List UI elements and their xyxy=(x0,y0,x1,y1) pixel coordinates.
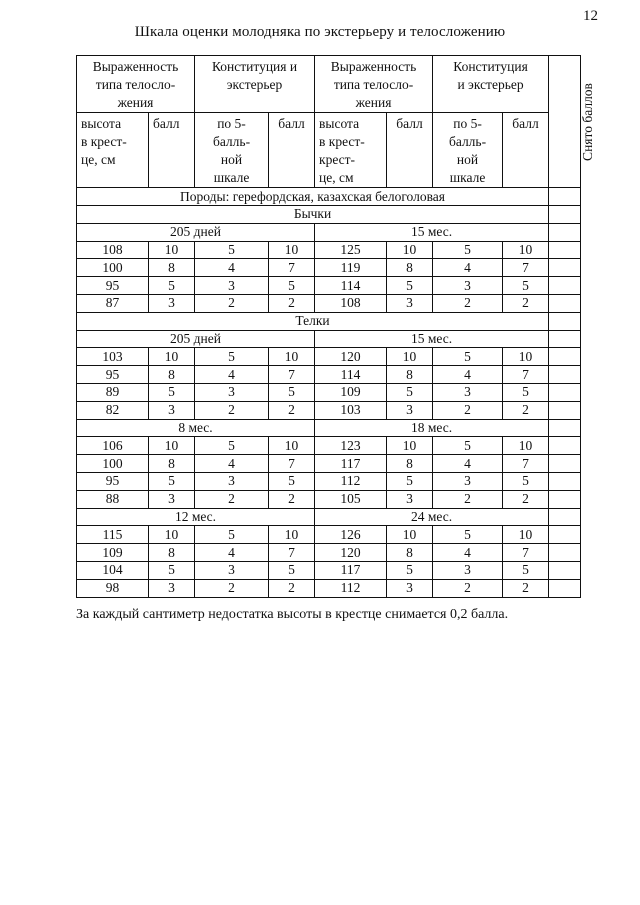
cell-score2-right: 7 xyxy=(503,259,549,277)
cell-scale5-left: 4 xyxy=(195,455,269,473)
cell-removed-points xyxy=(549,241,581,259)
table-row xyxy=(77,277,581,295)
breed-removed-cell xyxy=(549,188,581,206)
cell-score-left: 8 xyxy=(149,259,195,277)
cell-scale5-left: 2 xyxy=(195,490,269,508)
cell-score-left: 5 xyxy=(149,277,195,295)
cell-score2-right: 10 xyxy=(503,348,549,366)
cell-height-left: 87 xyxy=(77,294,149,312)
cell-score-right: 5 xyxy=(387,383,433,401)
cell-removed-points xyxy=(549,277,581,295)
cell-height-left: 95 xyxy=(77,366,149,384)
cell-score-left: 3 xyxy=(149,294,195,312)
cell-height-right: 112 xyxy=(315,472,387,490)
age-left-label: 12 мес. xyxy=(77,508,315,526)
age-left-label: 205 дней xyxy=(77,330,315,348)
cell-scale5-left: 3 xyxy=(195,383,269,401)
cell-score-left: 8 xyxy=(149,455,195,473)
cell-score2-right: 5 xyxy=(503,561,549,579)
cell-score-right: 3 xyxy=(387,401,433,419)
breed-label: Породы: герефордская, казахская белоголовая xyxy=(77,188,549,206)
table-row xyxy=(77,437,581,455)
table-row xyxy=(77,383,581,401)
cell-scale5-left: 4 xyxy=(195,544,269,562)
cell-scale5-right: 2 xyxy=(433,401,503,419)
cell-score-right: 8 xyxy=(387,366,433,384)
cell-height-left: 106 xyxy=(77,437,149,455)
header-row-groups xyxy=(77,56,581,113)
cell-height-left: 98 xyxy=(77,579,149,597)
sex-row xyxy=(77,206,581,224)
cell-scale5-right: 4 xyxy=(433,366,503,384)
sex-label: Телки xyxy=(77,312,549,330)
cell-removed-points xyxy=(549,544,581,562)
cell-height-left: 100 xyxy=(77,455,149,473)
cell-score2-left: 2 xyxy=(269,490,315,508)
cell-scale5-left: 3 xyxy=(195,277,269,295)
cell-score2-right: 2 xyxy=(503,490,549,508)
cell-height-right: 117 xyxy=(315,561,387,579)
cell-score2-left: 7 xyxy=(269,455,315,473)
cell-removed-points xyxy=(549,526,581,544)
cell-removed-points xyxy=(549,472,581,490)
age-row xyxy=(77,330,581,348)
age-left-label: 8 мес. xyxy=(77,419,315,437)
cell-removed-points xyxy=(549,561,581,579)
cell-score2-left: 2 xyxy=(269,401,315,419)
cell-scale5-right: 4 xyxy=(433,455,503,473)
cell-height-right: 123 xyxy=(315,437,387,455)
cell-scale5-left: 2 xyxy=(195,579,269,597)
cell-height-left: 115 xyxy=(77,526,149,544)
table-row xyxy=(77,241,581,259)
cell-score2-left: 2 xyxy=(269,579,315,597)
sex-removed-cell xyxy=(549,312,581,330)
cell-removed-points xyxy=(549,259,581,277)
cell-scale5-right: 3 xyxy=(433,561,503,579)
table-row xyxy=(77,366,581,384)
cell-height-right: 108 xyxy=(315,294,387,312)
cell-height-right: 114 xyxy=(315,277,387,295)
age-removed-cell xyxy=(549,419,581,437)
cell-scale5-left: 5 xyxy=(195,526,269,544)
cell-score2-right: 2 xyxy=(503,579,549,597)
cell-score2-right: 10 xyxy=(503,241,549,259)
cell-scale5-right: 5 xyxy=(433,526,503,544)
cell-height-left: 108 xyxy=(77,241,149,259)
cell-scale5-right: 4 xyxy=(433,259,503,277)
cell-score2-left: 5 xyxy=(269,277,315,295)
cell-scale5-right: 2 xyxy=(433,294,503,312)
cell-score-left: 10 xyxy=(149,437,195,455)
age-right-label: 15 мес. xyxy=(315,223,549,241)
cell-score2-left: 2 xyxy=(269,294,315,312)
cell-scale5-left: 4 xyxy=(195,259,269,277)
header-score-left: балл xyxy=(149,113,195,188)
cell-height-left: 95 xyxy=(77,472,149,490)
table-row xyxy=(77,401,581,419)
header-score2-right: балл xyxy=(503,113,549,188)
cell-scale5-right: 2 xyxy=(433,579,503,597)
cell-height-right: 120 xyxy=(315,348,387,366)
cell-scale5-left: 5 xyxy=(195,241,269,259)
cell-score2-left: 10 xyxy=(269,348,315,366)
header-type-right: Выраженность типа телосло- жения xyxy=(315,56,433,113)
cell-score-left: 10 xyxy=(149,348,195,366)
cell-score-right: 3 xyxy=(387,294,433,312)
table-row xyxy=(77,490,581,508)
cell-scale5-right: 5 xyxy=(433,241,503,259)
cell-score-right: 3 xyxy=(387,490,433,508)
breed-row xyxy=(77,188,581,206)
cell-height-right: 114 xyxy=(315,366,387,384)
cell-score-left: 3 xyxy=(149,490,195,508)
cell-score2-left: 5 xyxy=(269,561,315,579)
cell-score-left: 3 xyxy=(149,401,195,419)
cell-score2-right: 5 xyxy=(503,383,549,401)
cell-scale5-left: 2 xyxy=(195,401,269,419)
header-constitution-left: Конституция и экстерьер xyxy=(195,56,315,113)
cell-score2-right: 5 xyxy=(503,277,549,295)
header-removed-points: Снято баллов xyxy=(549,56,581,188)
age-removed-cell xyxy=(549,223,581,241)
cell-score2-right: 5 xyxy=(503,472,549,490)
header-height-left: высота в крест- це, см xyxy=(77,113,149,188)
cell-score2-right: 7 xyxy=(503,544,549,562)
cell-score-right: 8 xyxy=(387,455,433,473)
cell-score-right: 8 xyxy=(387,544,433,562)
cell-height-left: 88 xyxy=(77,490,149,508)
cell-removed-points xyxy=(549,348,581,366)
cell-removed-points xyxy=(549,437,581,455)
cell-height-left: 95 xyxy=(77,277,149,295)
cell-height-left: 82 xyxy=(77,401,149,419)
cell-score-right: 10 xyxy=(387,348,433,366)
cell-height-left: 104 xyxy=(77,561,149,579)
table-row xyxy=(77,455,581,473)
cell-scale5-left: 3 xyxy=(195,561,269,579)
header-row-sub xyxy=(77,113,581,188)
cell-removed-points xyxy=(549,383,581,401)
table-row xyxy=(77,579,581,597)
cell-scale5-left: 3 xyxy=(195,472,269,490)
table-row xyxy=(77,259,581,277)
cell-height-right: 120 xyxy=(315,544,387,562)
cell-score-right: 5 xyxy=(387,472,433,490)
cell-score2-left: 7 xyxy=(269,259,315,277)
cell-score-left: 10 xyxy=(149,526,195,544)
age-row xyxy=(77,508,581,526)
age-left-label: 205 дней xyxy=(77,223,315,241)
cell-score2-left: 7 xyxy=(269,544,315,562)
cell-score-left: 8 xyxy=(149,366,195,384)
header-scale-left: по 5- балль- ной шкале xyxy=(195,113,269,188)
age-right-label: 24 мес. xyxy=(315,508,549,526)
document-title: Шкала оценки молодняка по экстерьеру и телосложению xyxy=(134,24,506,40)
cell-score-left: 5 xyxy=(149,383,195,401)
cell-score2-right: 10 xyxy=(503,526,549,544)
cell-height-right: 125 xyxy=(315,241,387,259)
age-removed-cell xyxy=(549,330,581,348)
cell-scale5-right: 5 xyxy=(433,437,503,455)
cell-removed-points xyxy=(549,366,581,384)
cell-score2-right: 2 xyxy=(503,294,549,312)
cell-removed-points xyxy=(549,579,581,597)
age-removed-cell xyxy=(549,508,581,526)
cell-height-right: 109 xyxy=(315,383,387,401)
cell-score-right: 10 xyxy=(387,526,433,544)
cell-score-right: 10 xyxy=(387,241,433,259)
table-row xyxy=(77,561,581,579)
sex-removed-cell xyxy=(549,206,581,224)
age-row xyxy=(77,419,581,437)
header-height-right: высота в крест- крест- це, см xyxy=(315,113,387,188)
cell-scale5-right: 3 xyxy=(433,472,503,490)
cell-scale5-left: 5 xyxy=(195,437,269,455)
cell-score2-left: 10 xyxy=(269,526,315,544)
cell-scale5-left: 4 xyxy=(195,366,269,384)
age-right-label: 18 мес. xyxy=(315,419,549,437)
cell-score-left: 8 xyxy=(149,544,195,562)
cell-score2-right: 7 xyxy=(503,455,549,473)
cell-score-right: 5 xyxy=(387,561,433,579)
header-score-right: балл xyxy=(387,113,433,188)
page-number: 12 xyxy=(583,8,598,24)
cell-score2-right: 7 xyxy=(503,366,549,384)
cell-score-right: 3 xyxy=(387,579,433,597)
cell-height-left: 100 xyxy=(77,259,149,277)
cell-scale5-right: 5 xyxy=(433,348,503,366)
cell-score-left: 5 xyxy=(149,561,195,579)
cell-scale5-right: 3 xyxy=(433,383,503,401)
age-right-label: 15 мес. xyxy=(315,330,549,348)
sex-label: Бычки xyxy=(77,206,549,224)
cell-height-right: 119 xyxy=(315,259,387,277)
table-row xyxy=(77,348,581,366)
cell-scale5-left: 5 xyxy=(195,348,269,366)
evaluation-scale-table xyxy=(76,55,595,598)
cell-score2-left: 10 xyxy=(269,437,315,455)
cell-score-right: 8 xyxy=(387,259,433,277)
cell-score-right: 5 xyxy=(387,277,433,295)
cell-scale5-right: 3 xyxy=(433,277,503,295)
table-row xyxy=(77,544,581,562)
table-row xyxy=(77,294,581,312)
cell-height-right: 103 xyxy=(315,401,387,419)
cell-height-left: 109 xyxy=(77,544,149,562)
cell-removed-points xyxy=(549,490,581,508)
cell-scale5-right: 4 xyxy=(433,544,503,562)
cell-height-left: 103 xyxy=(77,348,149,366)
sex-row xyxy=(77,312,581,330)
age-row xyxy=(77,223,581,241)
header-scale-right: по 5- балль- ной шкале xyxy=(433,113,503,188)
cell-score2-right: 10 xyxy=(503,437,549,455)
cell-height-right: 126 xyxy=(315,526,387,544)
cell-scale5-left: 2 xyxy=(195,294,269,312)
cell-score-left: 5 xyxy=(149,472,195,490)
cell-removed-points xyxy=(549,294,581,312)
header-score2-left: балл xyxy=(269,113,315,188)
cell-height-right: 112 xyxy=(315,579,387,597)
cell-score-right: 10 xyxy=(387,437,433,455)
cell-scale5-right: 2 xyxy=(433,490,503,508)
header-type-left: Выраженность типа телосло- жения xyxy=(77,56,195,113)
cell-score-left: 3 xyxy=(149,579,195,597)
cell-score-left: 10 xyxy=(149,241,195,259)
cell-score2-left: 10 xyxy=(269,241,315,259)
cell-score2-right: 2 xyxy=(503,401,549,419)
cell-height-right: 105 xyxy=(315,490,387,508)
table-row xyxy=(77,472,581,490)
cell-score2-left: 7 xyxy=(269,366,315,384)
cell-removed-points xyxy=(549,455,581,473)
cell-height-right: 117 xyxy=(315,455,387,473)
header-constitution-right: Конституция и экстерьер xyxy=(433,56,549,113)
footnote: За каждый сантиметр недостатка высоты в крестце снимается 0,2 балла. xyxy=(76,607,509,622)
cell-removed-points xyxy=(549,401,581,419)
cell-height-left: 89 xyxy=(77,383,149,401)
table-row xyxy=(77,526,581,544)
cell-score2-left: 5 xyxy=(269,383,315,401)
cell-score2-left: 5 xyxy=(269,472,315,490)
